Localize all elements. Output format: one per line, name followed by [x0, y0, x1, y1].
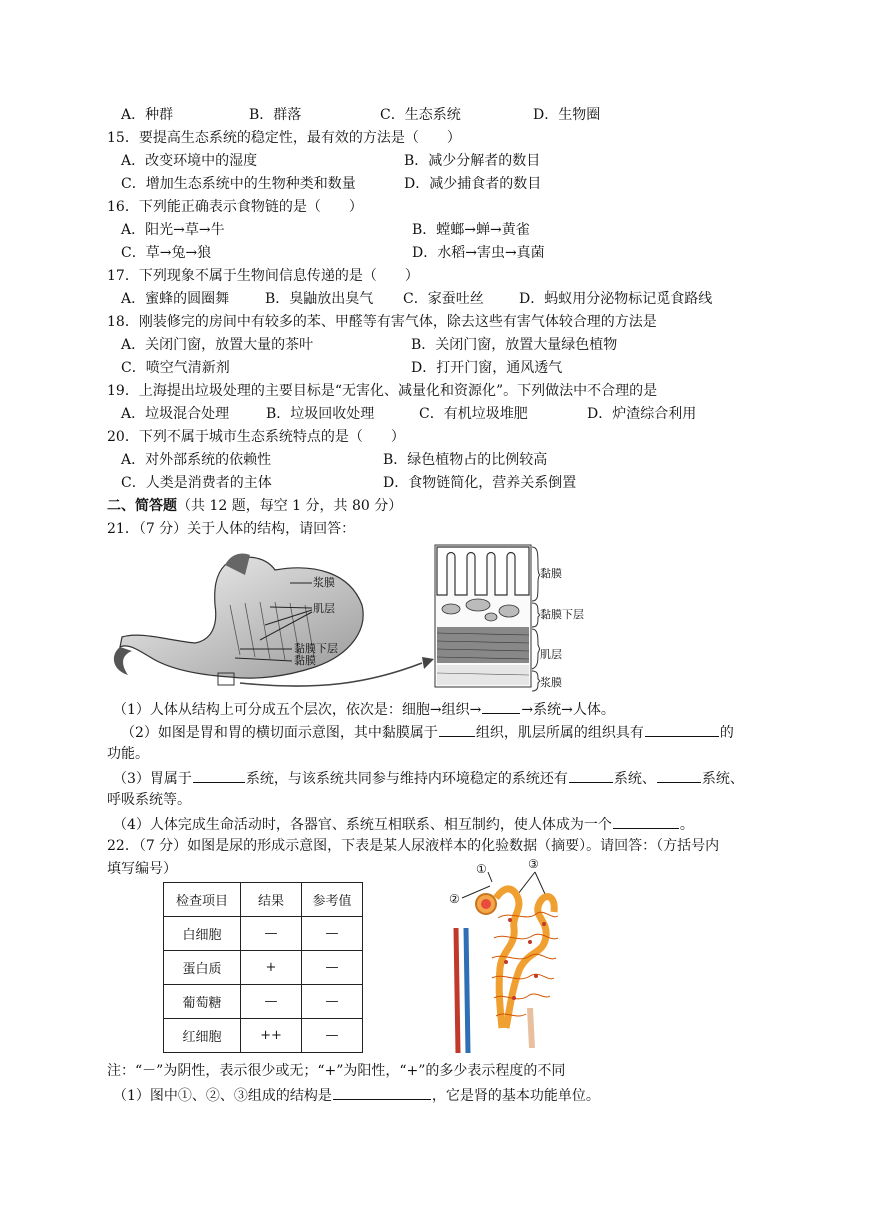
q20-option-b: B．绿色植物占的比例较高 — [383, 452, 548, 468]
q17-option-a: A．蜜蜂的圆圈舞 — [121, 291, 230, 307]
q15-option-a: A．改变环境中的湿度 — [121, 153, 258, 169]
table-cell: + — [241, 951, 302, 985]
q16-stem: 16．下列能正确表示食物链的是（ ） — [107, 199, 363, 215]
stomach-label-serosa: 浆膜 — [313, 576, 335, 589]
q21-sub4-text: （4）人体完成生命活动时，各器官、系统互相联系、相互制约，使人体成为一个 — [113, 817, 612, 833]
q16-option-d: D．水稻→害虫→真菌 — [412, 245, 545, 261]
answer-blank[interactable] — [645, 722, 719, 737]
q21-stem: 21．（7 分）关于人体的结构，请回答： — [107, 521, 356, 537]
q20-option-a: A．对外部系统的依赖性 — [121, 452, 272, 468]
q22-note: 注：“－”为阴性，表示很少或无；“+”为阳性，“+”的多少表示程度的不同 — [107, 1063, 566, 1079]
q21-sub3 — [113, 768, 744, 788]
q14-option-b: B．群落 — [249, 107, 302, 123]
q18-option-b: B．关闭门窗，放置大量绿色植物 — [411, 337, 618, 353]
answer-blank[interactable] — [193, 768, 245, 783]
q22-sub1 — [113, 1085, 600, 1105]
q21-sub2-mid: 组织，肌层所属的组织具有 — [475, 725, 644, 741]
stomach-label-submucosa: 黏膜下层 — [294, 642, 338, 655]
q15-option-d: D．减少捕食者的数目 — [404, 176, 542, 192]
table-cell: — — [302, 917, 363, 951]
q20-stem: 20．下列不属于城市生态系统特点的是（ ） — [107, 429, 405, 445]
q17-option-c: C．家蚕吐丝 — [403, 291, 484, 307]
stomach-label-mucosa: 黏膜 — [294, 654, 316, 667]
q21-sub2-tail: 的 — [719, 725, 734, 741]
q22-stem: 22．（7 分）如图是尿的形成示意图，下表是某人尿液样本的化验数据（摘要）。请回答：（方括号内 — [107, 838, 720, 854]
table-header-row — [164, 883, 363, 917]
q15-stem: 15．要提高生态系统的稳定性，最有效的方法是（ ） — [107, 130, 461, 146]
urine-test-table — [163, 882, 363, 1053]
table-cell: — — [241, 917, 302, 951]
q16-option-b: B．螳螂→蝉→黄雀 — [412, 222, 530, 238]
stomach-cross-section-figure — [433, 543, 533, 689]
q18-option-c: C．喷空气清新剂 — [121, 360, 230, 376]
q18-option-d: D．打开门窗，通风透气 — [411, 360, 563, 376]
section-note: （共 12 题，每空 1 分，共 80 分） — [177, 498, 403, 514]
q14-option-c: C．生态系统 — [380, 107, 461, 123]
table-cell: 白细胞 — [164, 917, 241, 951]
q18-stem: 18．刚装修完的房间中有较多的苯、甲醛等有害气体，除去这些有害气体较合理的方法是 — [107, 314, 657, 330]
q19-option-b: B．垃圾回收处理 — [266, 406, 375, 422]
nephron-figure — [440, 858, 570, 1053]
table-row — [164, 917, 363, 951]
section-label-muscle: 肌层 — [540, 648, 562, 661]
q19-option-c: C．有机垃圾堆肥 — [419, 406, 528, 422]
table-row — [164, 951, 363, 985]
table-cell: — — [241, 985, 302, 1019]
q21-sub2-text: （2）如图是胃和胃的横切面示意图，其中黏膜属于 — [121, 725, 438, 741]
q20-option-c: C．人类是消费者的主体 — [121, 475, 272, 491]
q22-stem-cont: 填写编号） — [107, 861, 177, 877]
q19-option-d: D．炉渣综合利用 — [587, 406, 697, 422]
q20-option-d: D．食物链简化，营养关系倒置 — [383, 475, 577, 491]
answer-blank[interactable] — [569, 768, 613, 783]
q14-option-d: D．生物圈 — [533, 107, 601, 123]
q21-sub4 — [113, 814, 694, 834]
q15-option-c: C．增加生态系统中的生物种类和数量 — [121, 176, 356, 192]
table-row — [164, 985, 363, 1019]
marker-2: ② — [449, 892, 460, 906]
table-cell: — — [302, 985, 363, 1019]
answer-blank[interactable] — [613, 814, 679, 829]
q21-sub3-cont: 呼吸系统等。 — [107, 792, 191, 808]
section-label-mucosa: 黏膜 — [540, 567, 562, 580]
table-cell: 蛋白质 — [164, 951, 241, 985]
answer-blank[interactable] — [657, 768, 701, 783]
q15-option-b: B．减少分解者的数目 — [404, 153, 541, 169]
q21-sub3-mid: 系统，与该系统共同参与维持内环境稳定的系统还有 — [245, 771, 568, 787]
q14-option-a: A．种群 — [121, 107, 174, 123]
q19-stem: 19．上海提出垃圾处理的主要目标是“无害化、减量化和资源化”。下列做法中不合理的是 — [107, 383, 658, 399]
q21-sub3-text: （3）胃属于 — [113, 771, 192, 787]
section-label-serosa: 浆膜 — [540, 676, 562, 689]
table-header: 结果 — [241, 883, 302, 917]
q18-option-a: A．关闭门窗，放置大量的茶叶 — [121, 337, 314, 353]
q17-option-d: D．蚂蚁用分泌物标记觅食路线 — [519, 291, 713, 307]
table-header: 参考值 — [302, 883, 363, 917]
q21-sub1-text: （1）人体从结构上可分成五个层次，依次是：细胞→组织→ — [113, 702, 482, 718]
q21-sub4-tail: 。 — [679, 817, 694, 833]
table-cell: 红细胞 — [164, 1019, 241, 1053]
q17-stem: 17．下列现象不属于生物间信息传递的是（ ） — [107, 268, 419, 284]
q22-sub1-text: （1）图中①、②、③组成的结构是 — [113, 1088, 332, 1104]
table-row — [164, 1019, 363, 1053]
section-heading — [107, 497, 402, 515]
stomach-label-muscle: 肌层 — [313, 602, 335, 615]
marker-1: ① — [476, 862, 487, 876]
section-title: 二、简答题 — [107, 498, 177, 514]
answer-blank[interactable] — [333, 1085, 431, 1100]
table-cell: 葡萄糖 — [164, 985, 241, 1019]
q21-sub1-tail: →系统→人体。 — [521, 702, 615, 718]
answer-blank[interactable] — [482, 699, 520, 714]
table-cell: — — [302, 1019, 363, 1053]
q21-sub3-tail: 系统、 — [701, 771, 744, 787]
marker-3: ③ — [528, 857, 539, 871]
section-label-submucosa: 黏膜下层 — [540, 608, 584, 621]
table-header: 检查项目 — [164, 883, 241, 917]
q17-option-b: B．臭鼬放出臭气 — [265, 291, 374, 307]
q21-sub1 — [113, 699, 615, 719]
table-cell: ++ — [241, 1019, 302, 1053]
q16-option-c: C．草→兔→狼 — [121, 245, 212, 261]
table-cell: — — [302, 951, 363, 985]
q21-sub2-cont: 功能。 — [107, 746, 149, 762]
q19-option-a: A．垃圾混合处理 — [121, 406, 230, 422]
q22-sub1-tail: ，它是肾的基本功能单位。 — [431, 1088, 600, 1104]
q16-option-a: A．阳光→草→牛 — [121, 222, 225, 238]
answer-blank[interactable] — [439, 722, 475, 737]
q21-sub3-mid2: 系统、 — [613, 771, 656, 787]
stomach-figure — [100, 545, 440, 695]
q21-sub2 — [121, 722, 734, 742]
